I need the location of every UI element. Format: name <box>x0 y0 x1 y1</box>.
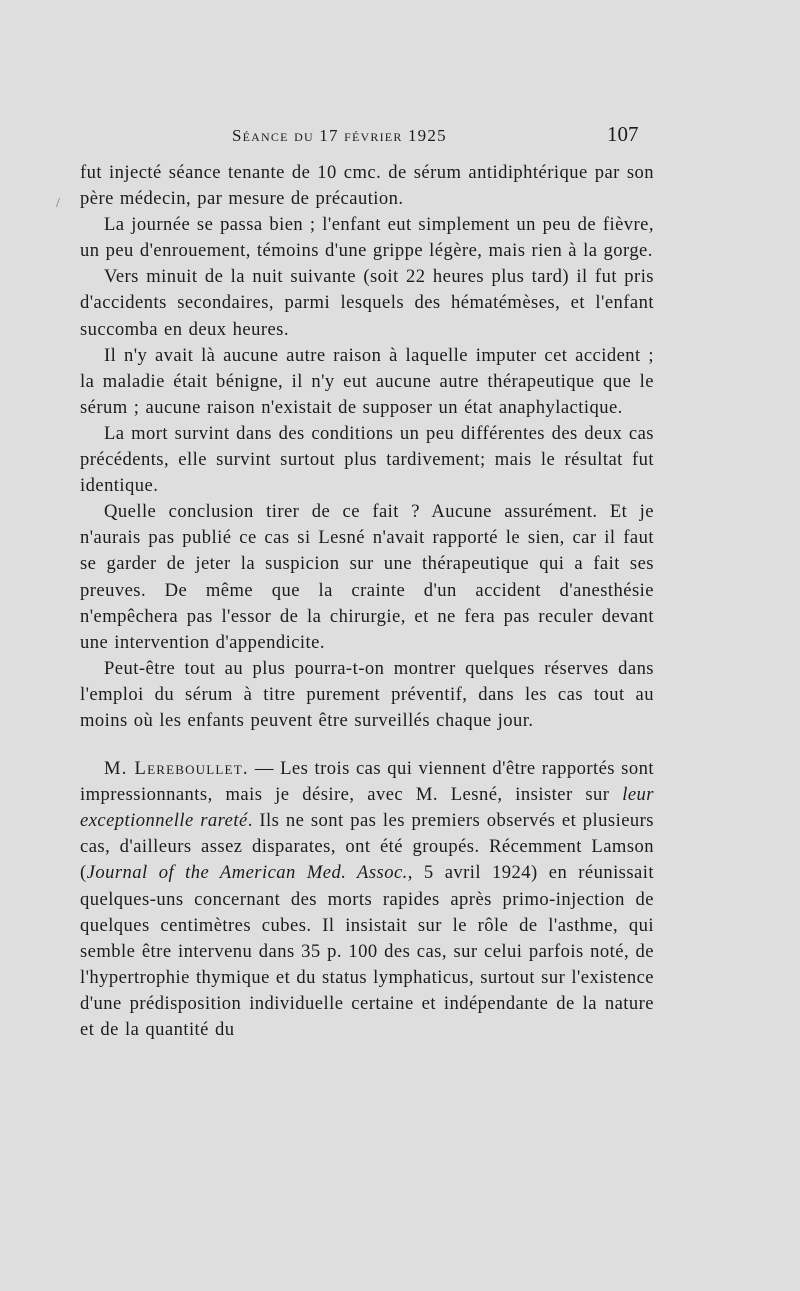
paragraph: Quelle conclusion tirer de ce fait ? Aucune assurément. Et je n'aurais pas publié ce cas si Lesné n'avait rapporté le sien, car il faut se garder de jeter la suspicion sur une thérapeutique qui a fait ses preuves. De même que la crainte d'un accident d'anesthésie n'empêchera pas l'essor de la chirurgie, et ne fera pas reculer devant une intervention d'appendicite. <box>80 501 654 653</box>
running-title: Séance du 17 février 1925 <box>232 126 447 145</box>
paragraph: La journée se passa bien ; l'enfant eut simplement un peu de fièvre, un peu d'enrouement, témoins d'une grippe légère, mais rien à la gorge. <box>80 214 654 262</box>
paragraph-text: . Ils ne sont pas les premiers observés et plusieurs cas, d'ailleurs assez disparates, ont été groupés. Récemment Lamson ( <box>80 810 654 884</box>
journal-title: Journal of the American Med. Assoc. <box>86 862 408 884</box>
margin-mark: / <box>56 196 60 211</box>
paragraph-text: , 5 avril 1924) en réunissait quelques-uns concernant des morts rapides après primo-injection de quelques centimètres cubes. Il insistait sur le rôle de l'asthme, qui semble être intervenu dans 35 p. 100 des cas, sur celui parfois noté, de l'hypertrophie thymique et du status lymphaticus, surtout sur l'existence d'une prédisposition individuelle certaine et indépendante de la nature et de la quantité du <box>80 862 654 1040</box>
speaker-dash: — <box>248 758 281 780</box>
body-text <box>80 160 654 1043</box>
paragraph-text: Les trois cas qui viennent d'être rapportés sont impressionnants, mais je désire, avec M. Lesné, insister sur <box>80 758 654 806</box>
page-header <box>0 122 800 152</box>
lereboullet-paragraph <box>80 756 654 1043</box>
page-number: 107 <box>607 122 639 146</box>
paragraph: Peut-être tout au plus pourra-t-on montrer quelques réserves dans l'emploi du sérum à titre purement préventif, dans les cas tout au moins où les enfants peuvent être surveillés chaque jour. <box>80 657 654 731</box>
paragraph: Vers minuit de la nuit suivante (soit 22 heures plus tard) il fut pris d'accidents secondaires, parmi lesquels des hématémèses, et l'enfant succomba en deux heures. <box>80 266 654 340</box>
italic-phrase: leur exceptionnelle rareté <box>80 784 654 832</box>
paragraph: fut injecté séance tenante de 10 cmc. de sérum antidiphtérique par son père médecin, par mesure de précaution. <box>80 162 654 210</box>
speaker-name: M. Lereboullet. <box>104 758 249 780</box>
paragraph: Il n'y avait là aucune autre raison à laquelle imputer cet accident ; la maladie était bénigne, il n'y eut aucune autre thérapeutique que le sérum ; aucune raison n'existait de supposer un état anaphylactique. <box>80 344 654 418</box>
paragraph: La mort survint dans des conditions un peu différentes des deux cas précédents, elle survint surtout plus tardivement; mais le résultat fut identique. <box>80 422 654 497</box>
